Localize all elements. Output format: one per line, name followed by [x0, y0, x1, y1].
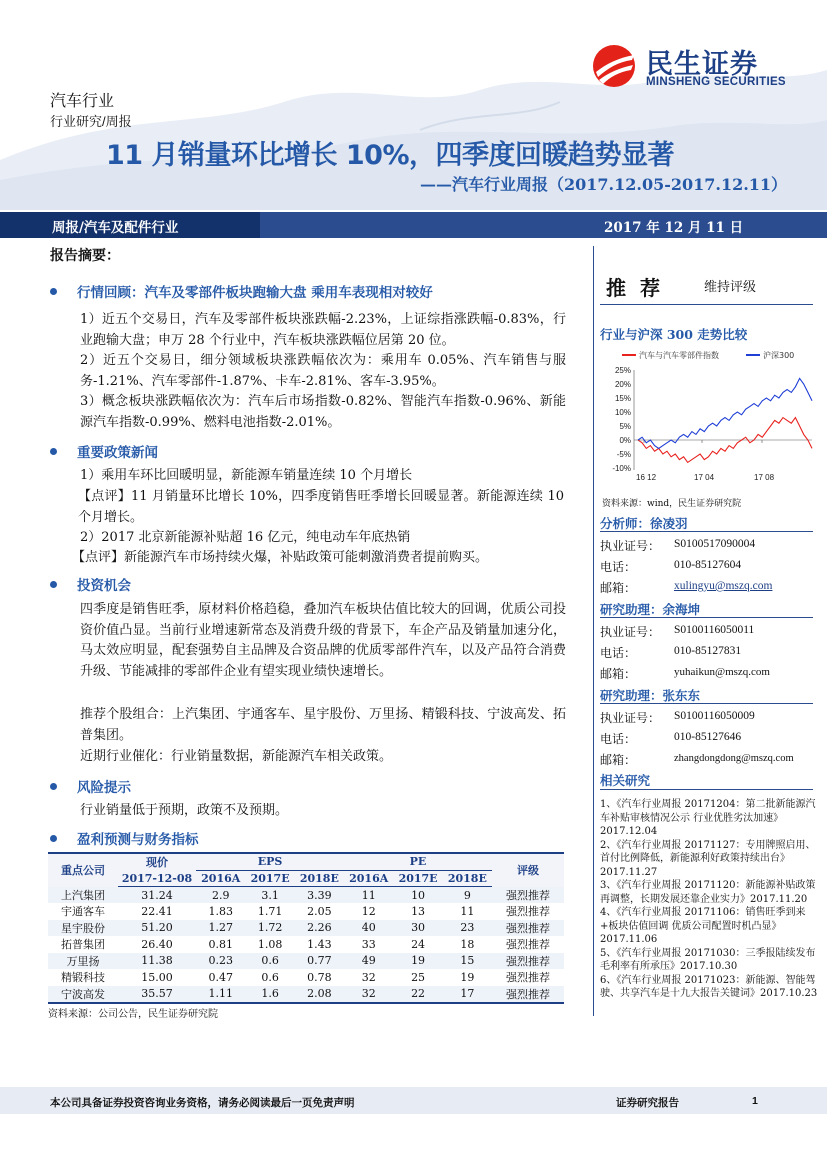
- th-company: 重点公司: [48, 853, 118, 887]
- analyst-2-id: S0100116050011: [674, 624, 755, 636]
- y-tick-label: 25%: [614, 366, 631, 375]
- analyst-1-phone-label: 电话：: [600, 560, 637, 574]
- report-title: 11 月销量环比增长 10%，四季度回暖趋势显著: [106, 140, 674, 171]
- series-line: [638, 378, 812, 448]
- y-tick-label: -10%: [612, 464, 631, 473]
- analyst-2-heading: 研究助理：余海坤: [600, 602, 701, 617]
- risk-para: 行业销量低于预期，政策不及预期。: [80, 803, 289, 818]
- th-year: 2017E: [245, 870, 294, 887]
- th-rating: 评级: [492, 853, 564, 887]
- industry-label: 汽车行业: [50, 93, 115, 110]
- report-subtitle: ——汽车行业周报（2017.12.05-2017.12.11）: [420, 175, 788, 194]
- analyst-3-divider: [600, 703, 813, 704]
- report-type: 行业研究/周报: [50, 114, 132, 129]
- th-year: 2018E: [295, 870, 344, 887]
- logo-text-cn: 民生证券: [646, 49, 758, 79]
- column-divider: [593, 246, 594, 1016]
- analyst-3-email-label: 邮箱：: [600, 753, 637, 767]
- invest-para-2: 推荐个股组合：上汽集团、宇通客车、星宇股份、万里扬、精锻科技、宁波高发、拓普集团。: [80, 707, 566, 743]
- policy-para-4: 【点评】新能源汽车市场持续火爆，补贴政策可能刺激消费者提前购买。: [72, 550, 489, 565]
- related-heading: 相关研究: [600, 773, 651, 788]
- related-item[interactable]: 5、《汽车行业周报 20171030：三季报陆续发布 毛利率有所承压》2017.10.30: [600, 947, 816, 972]
- th-price: 现价: [118, 853, 196, 870]
- related-item[interactable]: 1、《汽车行业周报 20171204：第二批新能源汽车补贴审核情况公示 行业优胜劣汰加速》2017.12.04: [600, 799, 816, 837]
- y-tick-label: 15%: [614, 394, 631, 403]
- table-row: 精锻科技 15.00 0.47 0.6 0.78 32 25 19 强烈推荐: [61, 970, 550, 985]
- table-row: 万里扬 11.38 0.23 0.6 0.77 49 19 15 强烈推荐: [48, 953, 564, 970]
- related-item[interactable]: 6、《汽车行业周报 20171023：新能源、智能驾驶、共享汽车是十九大报告关键词》2017.10.23: [600, 974, 818, 999]
- section-title-forecast: 盈利预测与财务指标: [50, 828, 199, 848]
- th-year: 2016A: [344, 870, 393, 887]
- table-row: 上汽集团 31.24 2.9 3.1 3.39 11 10 9 强烈推荐: [48, 887, 564, 904]
- related-list: [600, 798, 818, 1001]
- legend-label: 沪深300: [763, 351, 795, 360]
- section-title-invest: 投资机会: [50, 574, 131, 594]
- analyst-2-email-label: 邮箱：: [600, 667, 637, 681]
- table-source: 资料来源：公司公告，民生证券研究院: [48, 1009, 218, 1020]
- page-number: 1: [752, 1095, 758, 1107]
- analyst-3-phone: 010-85127646: [674, 731, 742, 743]
- policy-para-3: 2）2017 北京新能源补贴超 16 亿元，纯电动车年底热销: [80, 530, 411, 545]
- y-tick-label: -5%: [616, 450, 631, 459]
- forecast-table: [48, 852, 564, 1004]
- analyst-3-phone-label: 电话：: [600, 732, 637, 746]
- th-year: 2017E: [393, 870, 442, 887]
- analyst-1-id-label: 执业证号：: [600, 539, 661, 553]
- table-row: 拓普集团 26.40 0.81 1.08 1.43 33 24 18 强烈推荐: [61, 937, 550, 952]
- logo-text-en: MINSHENG SECURITIES: [646, 76, 786, 88]
- related-item[interactable]: 3、《汽车行业周报 20171120：新能源补贴政策再调整，长期发展还靠企业实力》2017.11.20: [600, 880, 816, 905]
- analyst-1-email-label: 邮箱：: [600, 581, 637, 595]
- bullet-icon: [50, 581, 57, 588]
- market-para-2: 2）近五个交易日，细分领域板块涨跌幅依次为：乘用车 0.05%、汽车销售与服务-1.21%、汽车零部件-1.87%、卡车-2.81%、客车-3.95%。: [80, 353, 566, 389]
- rating-main: 推荐: [606, 276, 674, 300]
- chart-title: 行业与沪深 300 走势比较: [600, 327, 748, 342]
- table-row: 宁波高发 35.57 1.11 1.6 2.08 32 22 17 强烈推荐: [48, 986, 564, 1003]
- bullet-icon: [50, 835, 57, 842]
- bullet-icon: [50, 448, 57, 455]
- y-tick-label: 20%: [614, 380, 631, 389]
- analyst-1-heading: 分析师：徐凌羽: [600, 516, 688, 531]
- logo-icon: [590, 44, 640, 88]
- footer-bar: [0, 1087, 827, 1114]
- rating-sub: 维持评级: [704, 280, 757, 295]
- analyst-1-email-link[interactable]: xulingyu@mszq.com: [674, 580, 773, 592]
- rating-divider: [600, 304, 813, 305]
- x-tick-label: 16 12: [636, 473, 657, 482]
- category-label: 周报/汽车及配件行业: [52, 220, 179, 236]
- section-title-risk: 风险提示: [50, 776, 131, 796]
- section-title-market: 行情回顾：汽车及零部件板块跑输大盘 乘用车表现相对较好: [50, 281, 433, 301]
- analyst-1-divider: [600, 531, 813, 532]
- analyst-1-phone: 010-85127604: [674, 559, 742, 571]
- th-price-date: 2017-12-08: [118, 870, 196, 887]
- analyst-2-id-label: 执业证号：: [600, 625, 661, 639]
- market-para-1: 1）近五个交易日，汽车及零部件板块涨跌幅-2.23%，上证综指涨跌幅-0.83%，行业跑输大盘；申万 28 个行业中，汽车板块涨跌幅位居第 20 位。: [80, 312, 566, 348]
- analyst-3-id: S0100116050009: [674, 710, 755, 722]
- analyst-2-divider: [600, 617, 813, 618]
- section-title-policy: 重要政策新闻: [50, 441, 158, 461]
- y-tick-label: 5%: [619, 422, 631, 431]
- analyst-3-email[interactable]: zhangdongdong@mszq.com: [674, 753, 794, 764]
- bullet-icon: [50, 783, 57, 790]
- category-band: [0, 212, 827, 238]
- x-tick-label: 17 04: [694, 473, 715, 482]
- policy-para-1: 1）乘用车环比回暖明显，新能源车销量连续 10 个月增长: [80, 468, 413, 483]
- analyst-3-id-label: 执业证号：: [600, 711, 661, 725]
- analyst-2-email[interactable]: yuhaikun@mszq.com: [674, 666, 770, 678]
- related-divider: [600, 789, 813, 790]
- chart-source: 资料来源：wind，民生证券研究院: [602, 499, 742, 509]
- bullet-icon: [50, 288, 57, 295]
- table-row: 星宇股份 51.20 1.27 1.72 2.26 40 30 23 强烈推荐: [48, 920, 564, 937]
- invest-para-1: 四季度是销售旺季，原材料价格趋稳，叠加汽车板块估值比较大的回调，优质公司投资价值凸显。当前行业增速新常态及消费升级的背景下，车企产品及销量加速分化，马太效应明显，配套强势自主品牌及合资品牌的优质零部件汽车，以及产品符合消费升级、节能减排的零部件企业有望实现业绩快速增长。: [80, 602, 566, 679]
- legend-label: 汽车与汽车零部件指数: [639, 351, 719, 360]
- related-item[interactable]: 4、《汽车行业周报 20171106：销售旺季到来+板块估值回调 优质公司配置时机凸显》2017.11.06: [600, 907, 806, 945]
- th-eps: EPS: [196, 853, 344, 870]
- report-date: 2017 年 12 月 11 日: [604, 220, 744, 236]
- analyst-2-phone: 010-85127831: [674, 645, 742, 657]
- footer-report-label: 证券研究报告: [616, 1097, 679, 1109]
- policy-para-2: 【点评】11 月销量环比增长 10%，四季度销售旺季增长回暖显著。新能源连续 10 个月增长。: [78, 489, 564, 525]
- th-pe: PE: [344, 853, 492, 870]
- table-row: 宇通客车 22.41 1.83 1.71 2.05 12 13 11 强烈推荐: [61, 904, 550, 919]
- market-para-3: 3）概念板块涨跌幅依次为：汽车后市场指数-0.82%、智能汽车指数-0.96%、新能源汽车指数-0.99%、燃料电池指数-2.01%。: [80, 394, 566, 430]
- summary-heading: 报告摘要：: [50, 248, 120, 264]
- y-tick-label: 0%: [619, 436, 631, 445]
- analyst-2-phone-label: 电话：: [600, 646, 637, 660]
- th-year: 2016A: [196, 870, 245, 887]
- th-year: 2018E: [443, 870, 492, 887]
- analyst-1-id: S0100517090004: [674, 538, 756, 550]
- footer-disclaimer: 本公司具备证券投资咨询业务资格，请务必阅读最后一页免责声明: [50, 1097, 355, 1109]
- related-item[interactable]: 2、《汽车行业周报 20171127：专用牌照启用、首付比例降低，新能源利好政策持续出台》2017.11.27: [600, 839, 816, 878]
- x-tick-label: 17 08: [754, 473, 775, 482]
- trend-chart: [600, 346, 816, 490]
- y-tick-label: 10%: [614, 408, 631, 417]
- invest-para-3: 近期行业催化：行业销量数据，新能源汽车相关政策。: [80, 749, 393, 764]
- analyst-3-heading: 研究助理：张东东: [600, 688, 701, 703]
